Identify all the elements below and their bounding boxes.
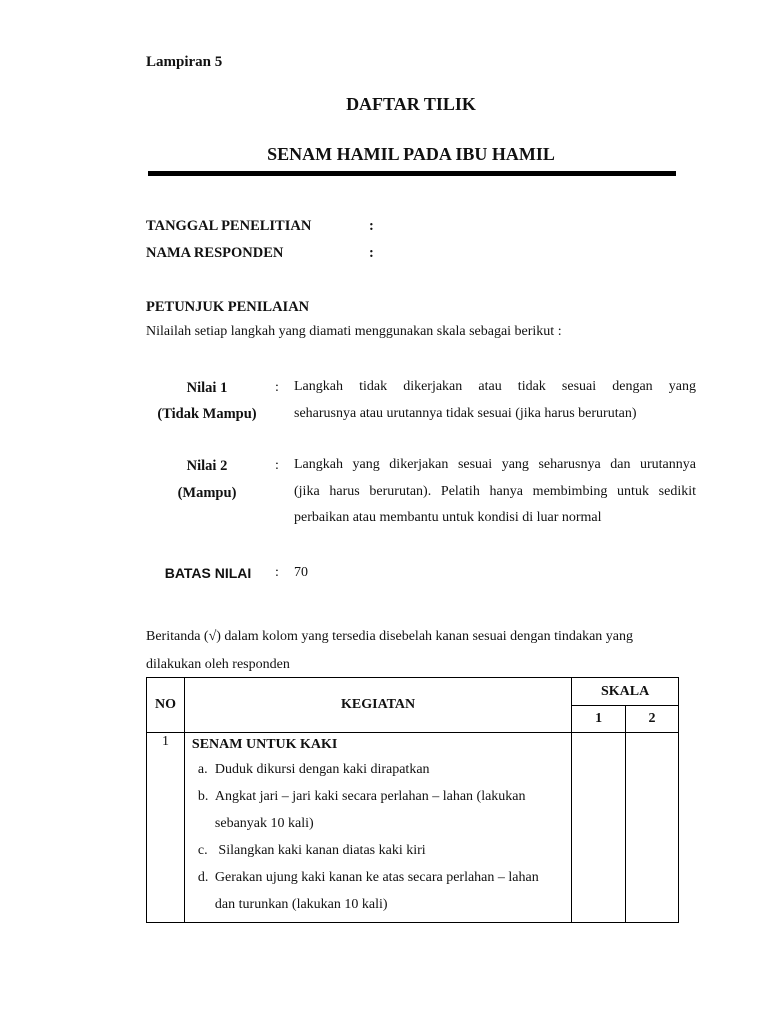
list-item: [192, 756, 571, 783]
nilai-1-description: [294, 374, 696, 427]
list-marker: d.: [197, 870, 209, 885]
header-skala-2: 2: [626, 706, 679, 733]
nama-label: NAMA RESPONDEN: [146, 245, 284, 261]
list-marker: b.: [197, 789, 209, 804]
list-item: [192, 837, 571, 864]
tanggal-label: TANGGAL PENELITIAN: [146, 218, 312, 234]
petunjuk-heading: PETUNJUK PENILAIAN: [146, 299, 310, 315]
tanggal-colon: :: [369, 218, 374, 234]
header-no: NO: [147, 678, 185, 733]
checkbox-cell-skala-2[interactable]: [626, 733, 679, 923]
nilai-1-line: seharusnya atau urutannya tidak sesuai (jika harus berurutan): [294, 405, 637, 421]
title-underline: [148, 171, 676, 176]
nilai-2-sublabel: (Mampu): [177, 485, 237, 501]
nilai-2-label: Nilai 2: [186, 458, 228, 474]
table-header-row: [147, 678, 679, 706]
nilai-2-line: perbaikan atau membantu untuk kondisi di luar normal: [294, 510, 602, 525]
list-item: [192, 783, 571, 837]
checklist-instruction: Beritanda (√) dalam kolom yang tersedia disebelah kanan sesuai dengan tindakan yang dilakukan oleh responden: [146, 629, 634, 672]
nama-colon: :: [369, 245, 374, 261]
document-title: DAFTAR TILIK: [346, 94, 476, 114]
nilai-1-colon: :: [275, 380, 279, 395]
list-marker: c.: [197, 843, 208, 858]
list-item-text: sebanyak 10 kali): [214, 816, 314, 831]
list-marker: a.: [197, 762, 208, 777]
header-skala-1: 1: [572, 706, 626, 733]
nilai-2-line: (jika harus berurutan). Pelatih hanya membimbing untuk sedikit: [294, 483, 696, 499]
nilai-2-line: Langkah yang dikerjakan sesuai yang seharusnya dan urutannya: [294, 457, 696, 472]
header-skala: SKALA: [572, 678, 679, 706]
checkbox-cell-skala-1[interactable]: [572, 733, 626, 923]
document-subtitle: SENAM HAMIL PADA IBU HAMIL: [267, 144, 555, 164]
appendix-label: Lampiran 5: [146, 54, 223, 70]
batas-nilai-value: 70: [294, 565, 308, 580]
batas-nilai-label: BATAS NILAI: [164, 565, 252, 581]
list-item-text: Duduk dikursi dengan kaki dirapatkan: [214, 762, 430, 777]
row-number: 1: [147, 733, 185, 923]
header-kegiatan: KEGIATAN: [184, 678, 571, 733]
nilai-1-line: Langkah tidak dikerjakan atau tidak sesuai dengan yang: [294, 379, 696, 394]
nilai-2-colon: :: [275, 458, 279, 473]
petunjuk-intro: Nilailah setiap langkah yang diamati menggunakan skala sebagai berikut :: [146, 324, 562, 339]
row-heading: SENAM UNTUK KAKI: [191, 737, 338, 752]
list-item-text: Gerakan ujung kaki kanan ke atas secara perlahan – lahan: [214, 870, 539, 885]
nilai-1-label: Nilai 1: [186, 380, 228, 396]
list-item: [192, 864, 571, 918]
activity-list: [192, 756, 571, 918]
list-item-text: dan turunkan (lakukan 10 kali): [214, 897, 388, 912]
list-item-text: Silangkan kaki kanan diatas kaki kiri: [214, 843, 426, 858]
batas-nilai-colon: :: [275, 565, 279, 580]
checklist-table: [146, 677, 679, 923]
nilai-1-sublabel: (Tidak Mampu): [157, 406, 257, 422]
row-activities: [184, 733, 571, 923]
list-item-text: Angkat jari – jari kaki secara perlahan – lahan (lakukan: [214, 789, 526, 804]
nilai-2-description: [294, 452, 696, 532]
table-row: [147, 733, 679, 923]
